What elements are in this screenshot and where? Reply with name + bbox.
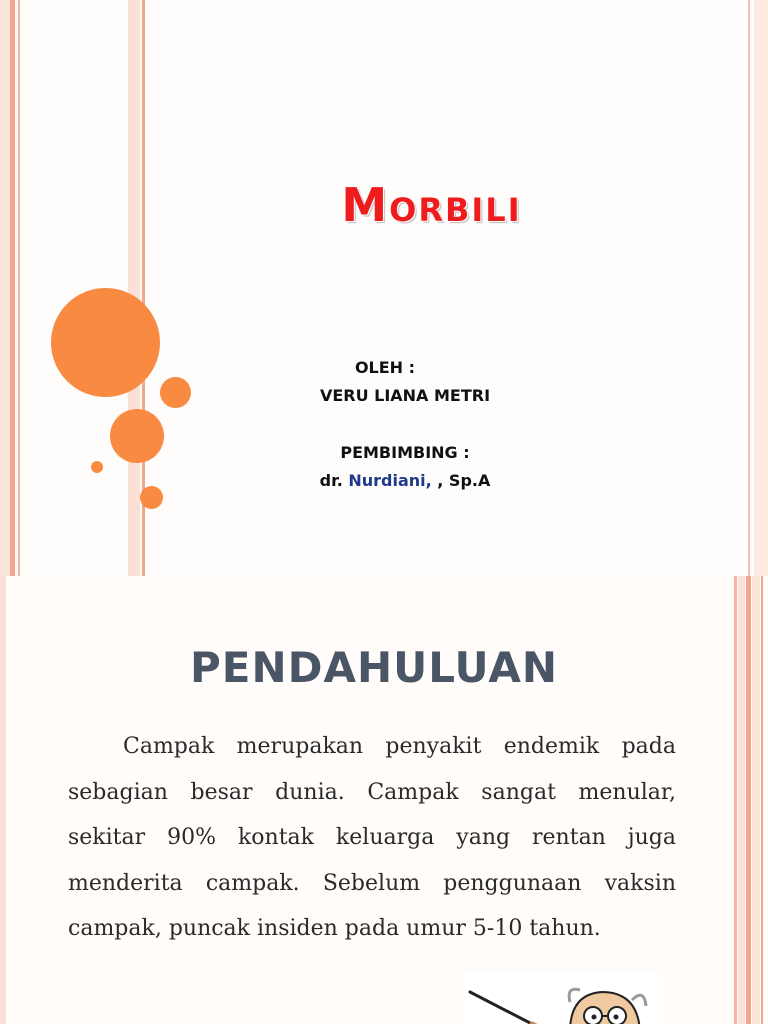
left-stripe-wide [128, 0, 140, 576]
right-stripe-light [754, 0, 768, 576]
section-heading: PENDAHULUAN [190, 643, 558, 692]
pembimbing-label: PEMBIMBING : [340, 443, 470, 462]
right-stripe-light-b [752, 576, 760, 1024]
left-stripe-light [0, 0, 10, 576]
slide-title-wrap [0, 178, 768, 232]
left-stripe-salmon [10, 0, 15, 576]
left-stripe-thin [18, 0, 20, 576]
decorative-circle-tiny [91, 461, 103, 473]
author-name: VERU LIANA METRI [319, 386, 491, 405]
decorative-circle-medium [110, 409, 164, 463]
decorative-circle-small-2 [140, 486, 163, 509]
supervisor-prefix: dr. [319, 471, 343, 490]
supervisor-name: Nurdiani, [348, 471, 432, 490]
supervisor-line [180, 467, 630, 495]
supervisor-suffix: , Sp.A [437, 471, 491, 490]
oleh-label: OLEH : [354, 358, 416, 377]
teacher-with-pointer-icon [462, 972, 662, 1024]
content-slide [0, 576, 768, 1024]
decorative-circle-large [51, 288, 160, 397]
intro-paragraph: Campak merupakan penyakit endemik pada sebagian besar dunia. Campak sangat menular, sekitar 90% kontak keluarga yang rentan juga menderita campak. Sebelum penggunaan vaksin campak, puncak insiden pada umur 5-10 tahun. [68, 734, 676, 941]
right-stripe-line [748, 0, 750, 576]
slide-title: Morbili [341, 178, 522, 232]
right-stripe-line-b [761, 576, 763, 1024]
